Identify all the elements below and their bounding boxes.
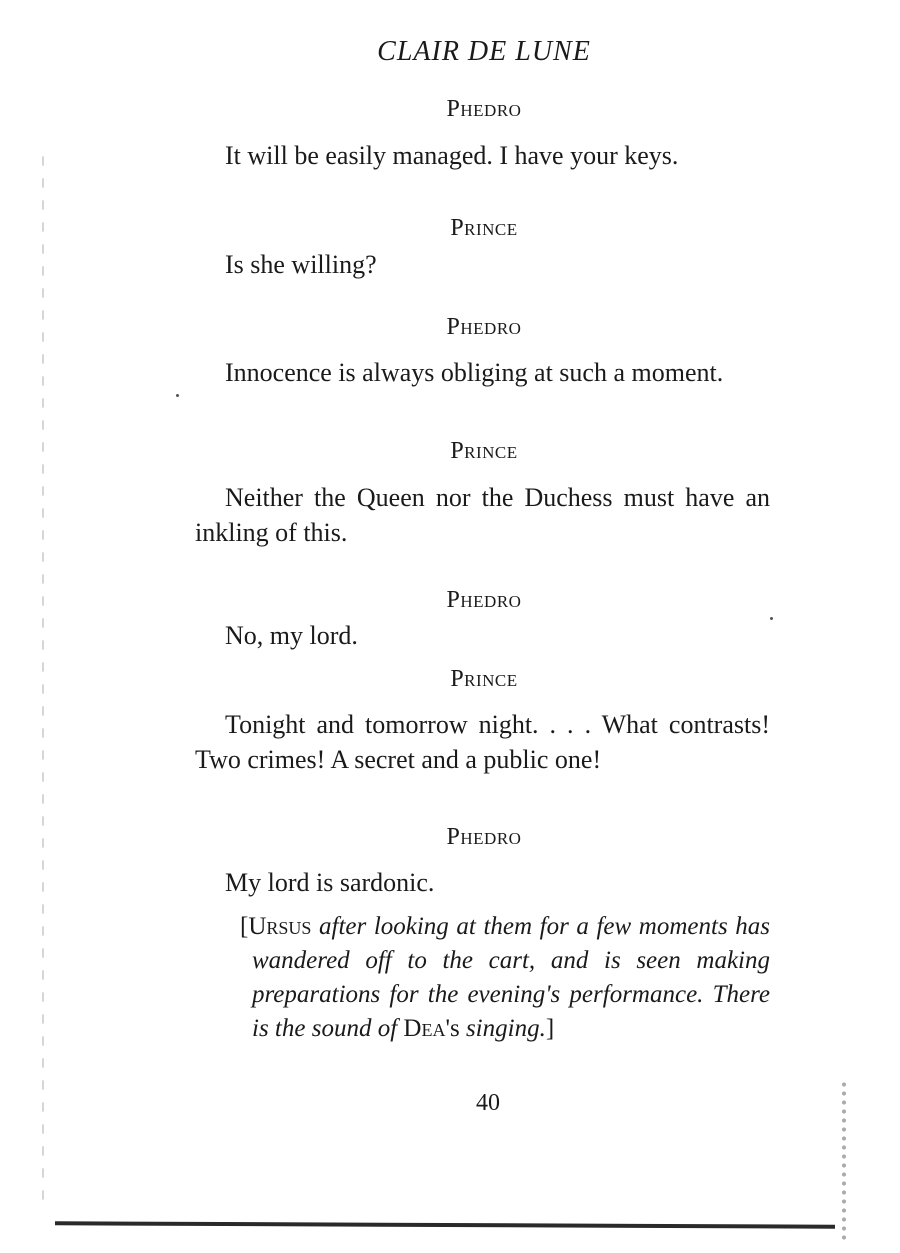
margin-specks-right: [842, 1080, 846, 1240]
bracket-open: [: [240, 913, 249, 940]
ink-speck: [176, 394, 179, 397]
speaker-name: Prince: [450, 215, 518, 241]
speaker-name: Phedro: [446, 314, 522, 340]
speech-text: Innocence is always obliging at such a moment.: [225, 358, 724, 387]
page-number: 40: [476, 1090, 500, 1116]
margin-specks-left: [42, 150, 44, 1210]
speech-text: Neither the Queen nor the Duchess must have an inkling of this.: [195, 483, 770, 547]
speech-text: No, my lord.: [225, 621, 358, 650]
speech-text: Is she willing?: [225, 250, 377, 279]
stage-direction: [240, 910, 770, 1046]
ink-speck: [770, 617, 773, 620]
character-ursus: Ursus: [248, 913, 312, 940]
direction-text-end: singing.: [459, 1015, 546, 1042]
speaker-name: Prince: [450, 666, 518, 692]
bottom-rule: [55, 1221, 835, 1228]
speech-text: Tonight and tomorrow night. . . . What contrasts! Two crimes! A secret and a public one!: [195, 710, 770, 774]
running-head: CLAIR DE LUNE: [377, 36, 591, 67]
possessive: 's: [445, 1015, 460, 1042]
speech-text: It will be easily managed. I have your keys.: [225, 141, 679, 170]
direction-text: after looking at them for a few moments has wandered off to the cart, and is seen making preparations for the evening's performance. There is the sound of: [252, 913, 770, 1042]
speech-text: My lord is sardonic.: [225, 868, 435, 897]
bracket-close: ]: [545, 1015, 555, 1042]
speaker-name: Phedro: [446, 587, 522, 613]
speaker-name: Prince: [450, 438, 518, 464]
speaker-name: Phedro: [446, 96, 522, 122]
character-dea: Dea: [403, 1015, 446, 1042]
speaker-name: Phedro: [446, 824, 522, 850]
